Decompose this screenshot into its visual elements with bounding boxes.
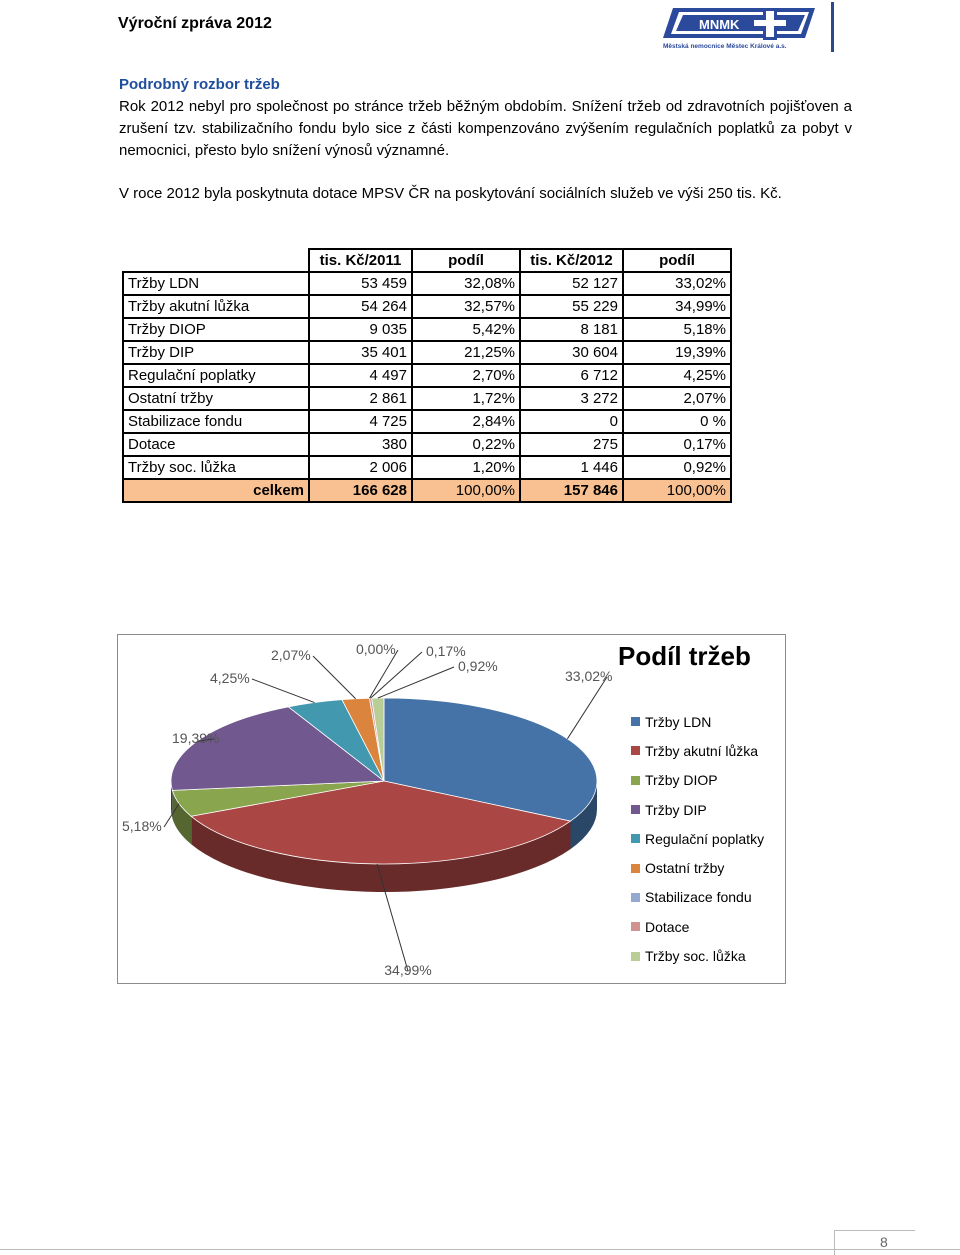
share-2012: 2,07% [623,387,731,410]
pie-data-label: 19,39% [172,730,220,746]
paragraph-revenue: Rok 2012 nebyl pro společnost po stránce tržeb běžným obdobím. Snížení tržeb od zdravotních pojišťoven a zrušení tzv. stabilizačního fondu bylo sice z části kompenzováno zvýšením regulačních poplatků za pobyt v nemocnici, přesto bylo snížení výnosů významné. [119,98,852,159]
table-row [123,410,731,433]
legend-label: Regulační poplatky [645,830,765,847]
header-2012-value: tis. Kč/2012 [520,249,623,272]
legend-item [631,736,764,765]
revenue-table [122,248,732,503]
total-label: celkem [123,479,309,502]
legend-item [631,766,764,795]
table-row [123,272,731,295]
share-2012: 0,92% [623,456,731,479]
paragraph-subsidy: V roce 2012 byla poskytnuta dotace MPSV ČR na poskytování sociálních služeb ve výši 250 tis. Kč. [119,185,782,202]
data-label-leader [378,667,454,698]
legend-swatch [631,952,640,961]
page-number: 8 [880,1234,888,1250]
total-share-2011: 100,00% [412,479,520,502]
company-logo [655,4,835,54]
share-2012: 33,02% [623,272,731,295]
value-2011: 35 401 [309,341,412,364]
legend-item [631,707,764,736]
chart-title: Podíl tržeb [618,641,751,671]
data-label-leader [371,652,422,698]
legend-swatch [631,717,640,726]
legend-swatch [631,834,640,843]
row-label: Tržby DIP [123,341,309,364]
legend-swatch [631,746,640,755]
data-label-leader [313,656,356,699]
value-2012: 30 604 [520,341,623,364]
row-label: Tržby DIOP [123,318,309,341]
value-2011: 2 861 [309,387,412,410]
total-2012: 157 846 [520,479,623,502]
pie-data-label: 4,25% [210,670,250,686]
legend-swatch [631,893,640,902]
row-label: Stabilizace fondu [123,410,309,433]
header-blank [123,249,309,272]
page-title: Výroční zpráva 2012 [118,15,272,32]
legend-item [631,795,764,824]
legend-label: Ostatní tržby [645,860,725,877]
share-2011: 1,72% [412,387,520,410]
revenue-share-chart [117,634,786,984]
legend-label: Tržby DIP [645,801,707,818]
share-2011: 2,70% [412,364,520,387]
legend-label: Tržby DIOP [645,772,718,789]
share-2012: 34,99% [623,295,731,318]
legend-swatch [631,864,640,873]
pie-data-label: 33,02% [565,668,613,684]
row-label: Ostatní tržby [123,387,309,410]
share-2011: 32,57% [412,295,520,318]
legend-item [631,912,764,941]
table-row [123,433,731,456]
value-2012: 52 127 [520,272,623,295]
row-label: Regulační poplatky [123,364,309,387]
value-2012: 6 712 [520,364,623,387]
table-row [123,318,731,341]
share-2011: 5,42% [412,318,520,341]
value-2011: 380 [309,433,412,456]
table-row [123,387,731,410]
logo-text: MNMK [699,17,740,32]
value-2011: 2 006 [309,456,412,479]
table-header-row [123,249,731,272]
legend-label: Dotace [645,918,690,935]
table-total-row [123,479,731,502]
legend-item [631,853,764,882]
share-2011: 2,84% [412,410,520,433]
table-row [123,456,731,479]
pie-chart [118,635,618,983]
header-2011-share: podíl [412,249,520,272]
share-2011: 0,22% [412,433,520,456]
pie-data-label: 2,07% [271,647,311,663]
legend-item [631,883,764,912]
value-2012: 0 [520,410,623,433]
pie-data-label: 34,99% [384,962,432,978]
pie-data-label: 0,00% [356,641,396,657]
logo-subtext: Městská nemocnice Městec Králové a.s. [663,43,787,50]
share-2012: 0,17% [623,433,731,456]
value-2012: 1 446 [520,456,623,479]
value-2011: 53 459 [309,272,412,295]
legend-item [631,824,764,853]
value-2012: 55 229 [520,295,623,318]
data-label-leader [369,650,398,698]
total-share-2012: 100,00% [623,479,731,502]
header-2011-value: tis. Kč/2011 [309,249,412,272]
table-row [123,341,731,364]
data-label-leader [252,679,315,703]
value-2011: 9 035 [309,318,412,341]
legend-swatch [631,922,640,931]
legend-label: Tržby soc. lůžka [645,948,746,965]
share-2012: 4,25% [623,364,731,387]
chart-legend [631,707,764,971]
legend-label: Tržby akutní lůžka [645,742,759,759]
table-row [123,295,731,318]
total-2011: 166 628 [309,479,412,502]
section-heading: Podrobný rozbor tržeb [119,76,280,93]
row-label: Dotace [123,433,309,456]
value-2012: 275 [520,433,623,456]
legend-item [631,941,764,970]
value-2011: 54 264 [309,295,412,318]
footer-box [834,1230,915,1255]
share-2012: 19,39% [623,341,731,364]
value-2011: 4 725 [309,410,412,433]
value-2011: 4 497 [309,364,412,387]
data-label-leader [567,677,607,739]
value-2012: 3 272 [520,387,623,410]
header-rule [831,2,834,52]
footer-line [0,1249,960,1250]
legend-swatch [631,805,640,814]
share-2011: 1,20% [412,456,520,479]
legend-label: Stabilizace fondu [645,889,752,906]
share-2011: 21,25% [412,341,520,364]
legend-label: Tržby LDN [645,713,712,730]
pie-data-label: 5,18% [122,818,162,834]
table-row [123,364,731,387]
row-label: Tržby LDN [123,272,309,295]
share-2011: 32,08% [412,272,520,295]
pie-data-label: 0,92% [458,658,498,674]
row-label: Tržby akutní lůžka [123,295,309,318]
pie-data-label: 0,17% [426,643,466,659]
header-2012-share: podíl [623,249,731,272]
value-2012: 8 181 [520,318,623,341]
share-2012: 5,18% [623,318,731,341]
share-2012: 0 % [623,410,731,433]
row-label: Tržby soc. lůžka [123,456,309,479]
legend-swatch [631,776,640,785]
